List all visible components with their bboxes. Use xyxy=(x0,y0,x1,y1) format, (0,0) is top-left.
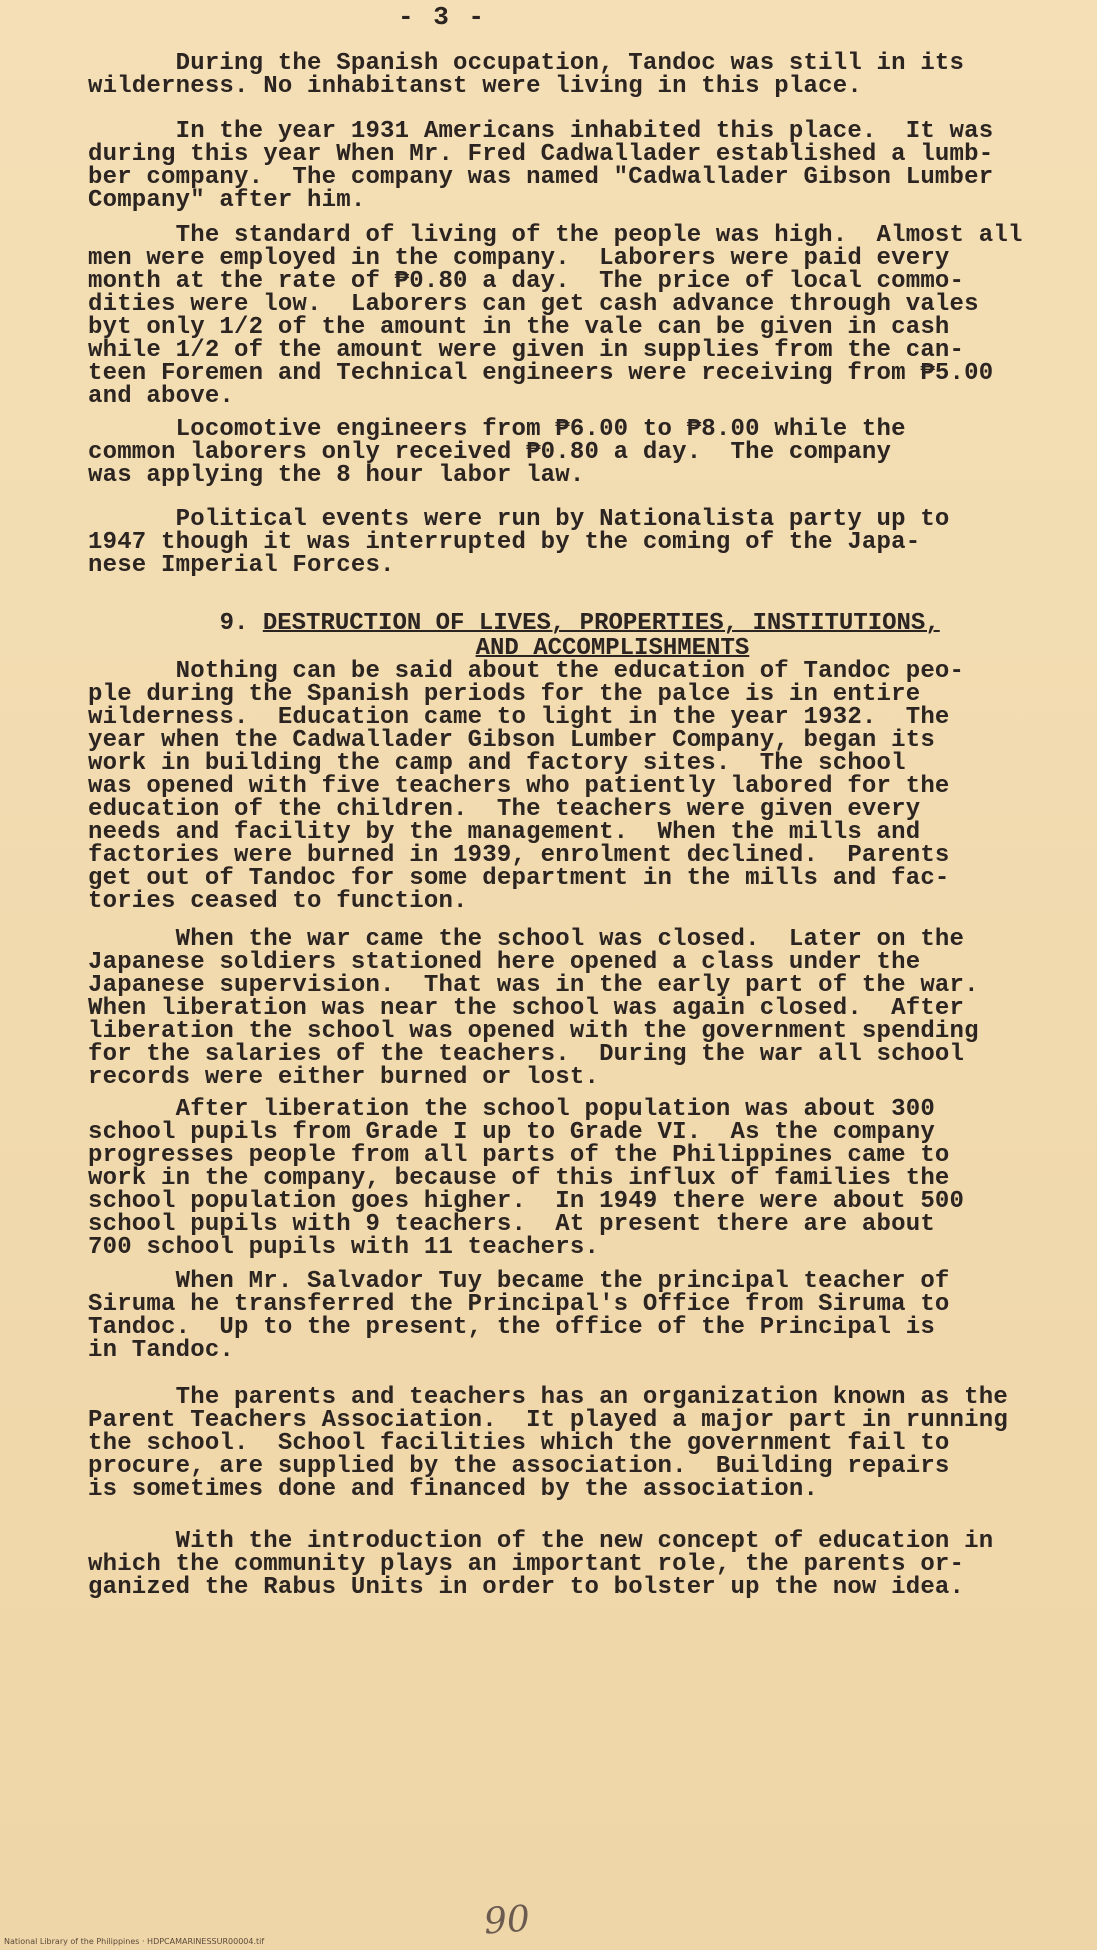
paragraph-1931-americans: In the year 1931 Americans inhabited this place. It was during this year When Mr. Fred Cadwallader established a lumb- ber company. The company was named "Cadwallader Gibson Lumber Company" after him. xyxy=(88,118,994,214)
paragraph-rabus-units: With the introduction of the new concept of education in which the community plays an important role, the parents or- ganized the Rabus Units in order to bolster up the now idea. xyxy=(88,1528,994,1601)
paragraph-pta: The parents and teachers has an organization known as the Parent Teachers Association. It played a major part in running the school. School facilities which the government fail to procure, are supplied by the association. Building repairs is sometimes done and financed by the association. xyxy=(88,1384,1008,1503)
paragraph-war-school: When the war came the school was closed. Later on the Japanese soldiers stationed here opened a class under the Japanese supervision. That was in the early part of the war. When liberation was near the school was again closed. After liberation the school was opened with the government spending for the salaries of the teachers. During the war all school records were either burned or lost. xyxy=(88,926,979,1091)
paragraph-political-events: Political events were run by Nationalista party up to 1947 though it was interrupted by the coming of the Japa- nese Imperial Forces. xyxy=(88,506,950,579)
paragraph-spanish-occupation: During the Spanish occupation, Tandoc was still in its wilderness. No inhabitanst were living in this place. xyxy=(88,50,965,100)
paragraph-locomotive-engineers: Locomotive engineers from ₱6.00 to ₱8.00 while the common laborers only received ₱0.80 a day. The company was applying the 8 hour labor law. xyxy=(88,416,906,489)
heading-line-2: AND ACCOMPLISHMENTS xyxy=(475,635,750,662)
heading-number: 9. xyxy=(219,610,263,637)
footer-source: National Library of the Philippines · HDPCAMARINESSUR00004.tif xyxy=(4,1937,265,1946)
handwritten-page-number: 90 xyxy=(482,1898,532,1943)
paragraph-education-history: Nothing can be said about the education of Tandoc peo- ple during the Spanish periods for the palce is in entire wilderness. Education came to light in the year 1932. The year when the Cadwallader Gibson Lumber Company, began its work in building the camp and factory sites. The school was opened with five teachers who patiently labored for the education of the children. The teachers were given every needs and facility by the management. When the mills and factories were burned in 1939, enrolment declined. Parents get out of Tandoc for some department in the mills and fac- tories ceased to function. xyxy=(88,658,965,915)
heading-line-1: DESTRUCTION OF LIVES, PROPERTIES, INSTITUTIONS, xyxy=(262,610,940,637)
paragraph-principal-office: When Mr. Salvador Tuy became the principal teacher of Siruma he transferred the Principal's Office from Siruma to Tandoc. Up to the present, the office of the Principal is in Tandoc. xyxy=(88,1268,950,1364)
page-number: - 3 - xyxy=(398,2,487,32)
paragraph-after-liberation: After liberation the school population was about 300 school pupils from Grade I up to Grade VI. As the company progresses people from all parts of the Philippines came to work in the company, because of this influx of families the school population goes higher. In 1949 there were about 500 school pupils with 9 teachers. At present there are about 700 school pupils with 11 teachers. xyxy=(88,1096,965,1261)
paragraph-standard-of-living: The standard of living of the people was high. Almost all men were employed in the company. Laborers were paid every month at the rate of ₱0.80 a day. The price of local commo- dities were low. Laborers can get cash advance through vales byt only 1/2 of the amount in the vale can be given in cash while 1/2 of the amount were given in supplies from the can- teen Foremen and Technical engineers were receiving from ₱5.00 and above. xyxy=(88,222,1023,410)
